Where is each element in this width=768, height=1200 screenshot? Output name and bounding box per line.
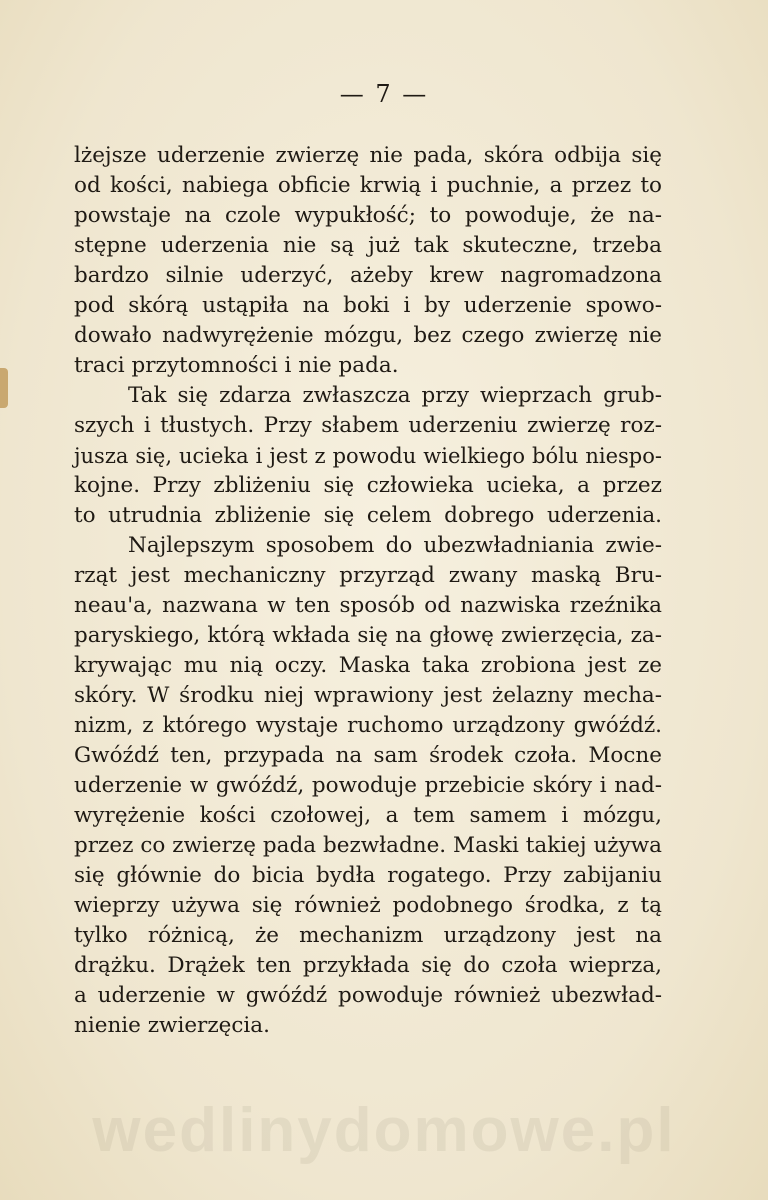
text-line: rząt jest mechaniczny przyrząd zwany maską Bru- xyxy=(74,563,662,588)
text-line: to utrudnia zbliżenie się celem dobrego uderzenia. xyxy=(74,503,662,528)
text-line: bardzo silnie uderzyć, ażeby krew nagromadzona xyxy=(74,263,662,288)
page-number: — 7 — xyxy=(339,80,429,108)
text-line: dowało nadwyrężenie mózgu, bez czego zwierzę nie xyxy=(74,323,662,348)
text-line: kojne. Przy zbliżeniu się człowieka ucieka, a przez xyxy=(74,473,662,498)
text-line: się głównie do bicia bydła rogatego. Przy zabijaniu xyxy=(74,863,662,888)
text-line: neau'a, nazwana w ten sposób od nazwiska rzeźnika xyxy=(74,593,662,618)
body-text xyxy=(74,141,662,1041)
text-line: tylko różnicą, że mechanizm urządzony jest na xyxy=(74,923,662,948)
text-line: krywając mu nią oczy. Maska taka zrobiona jest ze xyxy=(74,653,662,678)
text-line: powstaje na czole wypukłość; to powoduje, że na- xyxy=(74,203,662,228)
text-line: szych i tłustych. Przy słabem uderzeniu zwierzę roz- xyxy=(74,413,662,438)
text-line: nienie zwierzęcia. xyxy=(74,1013,270,1038)
text-line: pod skórą ustąpiła na boki i by uderzenie spowo- xyxy=(74,293,662,318)
text-line: stępne uderzenia nie są już tak skuteczne, trzeba xyxy=(74,233,662,258)
text-line: jusza się, ucieka i jest z powodu wielkiego bólu niespo- xyxy=(74,444,662,468)
page-edge-tab xyxy=(0,368,8,408)
watermark: wedlinydomowe.pl xyxy=(92,1096,676,1165)
text-line: Gwóźdź ten, przypada na sam środek czoła. Mocne xyxy=(74,743,662,768)
text-line: od kości, nabiega obficie krwią i puchnie, a przez to xyxy=(74,173,662,198)
text-line: uderzenie w gwóźdź, powoduje przebicie skóry i nad- xyxy=(74,773,662,798)
text-line: wyrężenie kości czołowej, a tem samem i mózgu, xyxy=(74,803,662,828)
text-line: wieprzy używa się również podobnego środka, z tą xyxy=(74,893,662,918)
text-line: skóry. W środku niej wprawiony jest żelazny mecha- xyxy=(74,683,662,708)
text-line: drążku. Drążek ten przykłada się do czoła wieprza, xyxy=(74,953,662,978)
text-line: Tak się zdarza zwłaszcza przy wieprzach grub- xyxy=(128,383,662,408)
text-line: a uderzenie w gwóźdź powoduje również ubezwład- xyxy=(74,983,662,1008)
text-line: traci przytomności i nie pada. xyxy=(74,353,399,378)
text-line: lżejsze uderzenie zwierzę nie pada, skóra odbija się xyxy=(74,143,662,168)
text-line: nizm, z którego wystaje ruchomo urządzony gwóźdź. xyxy=(74,713,662,738)
text-line: przez co zwierzę pada bezwładne. Maski takiej używa xyxy=(74,833,662,858)
text-line: Najlepszym sposobem do ubezwładniania zwie- xyxy=(128,533,662,558)
text-line: paryskiego, którą wkłada się na głowę zwierzęcia, za- xyxy=(74,623,662,648)
